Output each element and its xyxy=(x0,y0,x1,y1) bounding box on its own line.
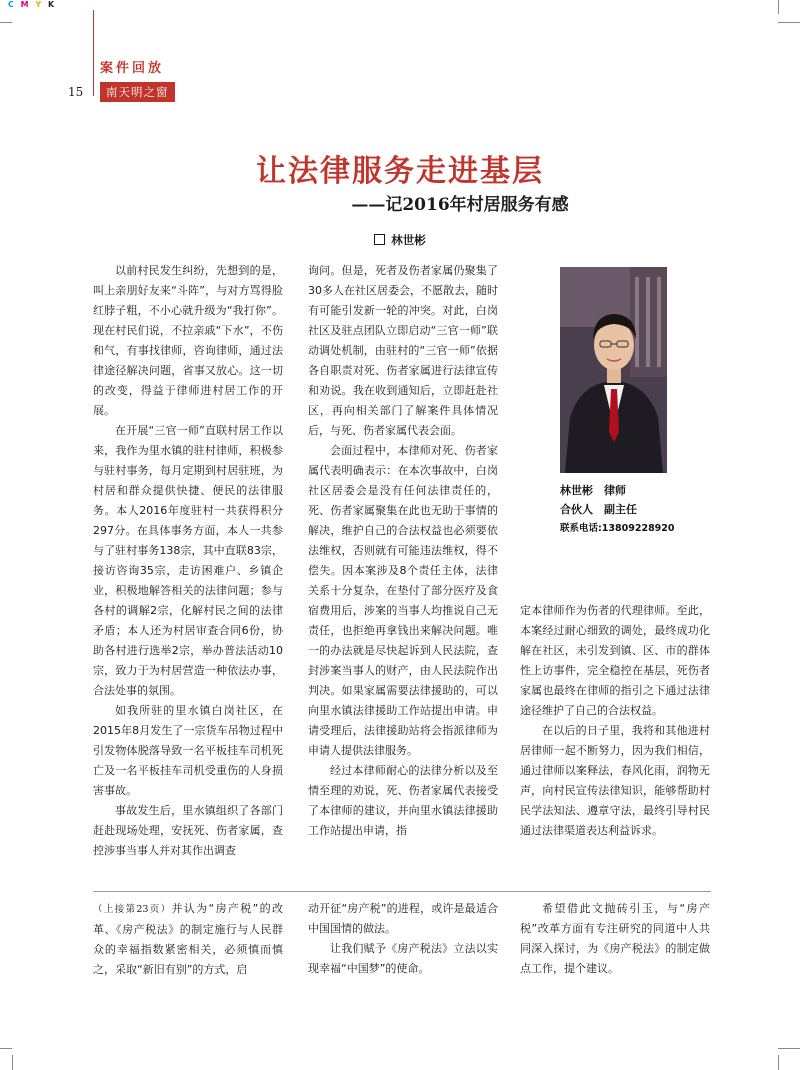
paragraph: 会面过程中，本律师对死、伤者家属代表明确表示：在本次事故中，白岗社区居委会是没有任何法律责任的，死、伤者家属聚集在此也无助于事情的解决，维护自己的合法权益也必须要依法维权，否则就有可能违法维权，得不偿失。因本案涉及8个责任主体，法律关系十分复杂，在垫付了部分医疗及食宿费用后，涉案的当事人均推说自己无责任，也拒绝再拿钱出来解决问题。唯一的办法就是尽快起诉到人民法院，查封涉案当事人的财产，由人民法院作出判决。如果家属需要法律援助的，可以向里水镇法律援助工作站提出申请。申请受理后，法律援助站将会指派律师为申请人提供法律服务。 xyxy=(308,444,498,757)
continued-column-2 xyxy=(308,899,498,1029)
body-column-1 xyxy=(93,261,283,881)
author-name: 林世彬 xyxy=(391,233,426,247)
crop-mark xyxy=(778,1055,779,1070)
crop-mark xyxy=(778,1048,800,1049)
continued-text: 并认为“房产税”的改革、《房产税法》的制定施行与人民群众的幸福指数紧密相关，必须慎而慎之，采取“新旧有别”的方式，启 xyxy=(93,902,283,976)
photo-caption-phone: 联系电话:13809228920 xyxy=(560,523,675,534)
paragraph: 如我所驻的里水镇白岗社区，在2015年8月发生了一宗货车吊物过程中引发物体脱落导致一名平板挂车司机死亡及一名平板挂车司机受重伤的人身损害事故。 xyxy=(93,704,283,797)
header-accent-line xyxy=(93,10,94,96)
photo-caption-role: 合伙人 副主任 xyxy=(560,503,637,516)
section-label: 案件回放 xyxy=(100,61,165,76)
column-name-badge: 南天明之窗 xyxy=(100,82,175,102)
square-bullet-icon xyxy=(374,234,385,245)
portrait-illustration xyxy=(560,267,667,473)
paragraph: 询问。但是，死者及伤者家属仍聚集了30多人在社区居委会，不愿散去，随时有可能引发新一轮的冲突。对此，白岗社区及驻点团队立即启动“三官一师”联动调处机制，由驻村的“三官一师”依据各自职责对死、伤者家属进行法律宣传和劝说。我在收到通知后，立即赶赴社区，再向相关部门了解案件具体情况后，与死、伤者家属代表会面。 xyxy=(308,264,498,437)
paragraph: 经过本律师耐心的法律分析以及至情至理的劝说，死、伤者家属代表接受了本律师的建议，并向里水镇法律援助工作站提出申请，指 xyxy=(308,764,498,837)
cmyk-m: M xyxy=(20,0,31,9)
crop-mark xyxy=(778,0,779,14)
cmyk-color-bar xyxy=(8,0,56,9)
paragraph: 以前村民发生纠纷，先想到的是，叫上亲朋好友来“斗阵”，与对方骂得脸红脖子粗，不小心就升级为“我打你”。现在村民们说，不拉亲戚“下水”，不伤和气，有事找律师，咨询律师，通过法律途径解决问题，省事又放心。这一切的改变，得益于律师进村居工作的开展。 xyxy=(93,264,283,417)
paragraph: 在以后的日子里，我将和其他进村居律师一起不断努力，因为我们相信，通过律师以案释法，春风化雨，润物无声，向村民宣传法律知识，能够帮助村民学法知法、遵章守法，最终引导村民通过法律渠道表达利益诉求。 xyxy=(520,724,710,837)
paragraph: 动开征“房产税”的进程，或许是最适合中国国情的做法。 xyxy=(308,902,498,935)
body-column-2 xyxy=(308,261,498,881)
article-subtitle: ——记2016年村居服务有感 xyxy=(351,195,569,215)
page-number: 15 xyxy=(68,85,84,99)
section-divider xyxy=(93,891,711,892)
crop-mark xyxy=(0,22,12,23)
paragraph: 希望借此文抛砖引玉，与“房产税”改革方面有专注研究的同道中人共同深入探讨，为《房产税法》的制定做点工作，提个建议。 xyxy=(520,902,710,975)
cmyk-c: C xyxy=(8,0,16,9)
paragraph: 在开展“三官一师”直联村居工作以来，我作为里水镇的驻村律师，积极参与驻村事务，每月定期到村居驻班，为村居和群众提供快捷、便民的法律服务。本人2016年度驻村一共获得积分297分。在具体事务方面，本人一共参与了驻村事务138宗，其中直联83宗，接访咨询35宗，走访困难户、乡镇企业，积极地解答相关的法律问题；参与各村的调解2宗，化解村民之间的法律矛盾；本人还为村居审查合同6份，协助各村进行选举2宗，举办普法活动10宗，致力于为村居营造一种依法办事，合法处事的氛围。 xyxy=(93,424,283,697)
author-photo xyxy=(560,267,667,473)
photo-caption-name: 林世彬 律师 xyxy=(560,484,626,497)
crop-mark xyxy=(778,22,800,23)
cmyk-y: Y xyxy=(35,0,44,9)
continued-column-1 xyxy=(93,899,283,1029)
paragraph: 让我们赋予《房产税法》立法以实现幸福“中国梦”的使命。 xyxy=(308,942,498,975)
paragraph: 定本律师作为伤者的代理律师。至此，本案经过耐心细致的调处，最终成功化解在社区，未引发到镇、区、市的群体性上访事件，完全稳控在基层，死伤者家属也最终在律师的指引之下通过法律途径维护了自己的合法权益。 xyxy=(520,604,710,717)
continued-column-3 xyxy=(520,899,710,1029)
continued-from-ref: （上接第23页） xyxy=(93,904,172,915)
paragraph: 事故发生后，里水镇组织了各部门赶赴现场处理，安抚死、伤者家属，查控涉事当事人并对其作出调查 xyxy=(93,804,283,857)
author-line xyxy=(0,232,800,248)
crop-mark xyxy=(0,1048,12,1049)
crop-mark xyxy=(12,1055,13,1070)
article-title: 让法律服务走进基层 xyxy=(256,154,544,189)
cmyk-k: K xyxy=(48,0,57,9)
body-column-3 xyxy=(520,601,710,881)
paragraph xyxy=(93,899,283,980)
